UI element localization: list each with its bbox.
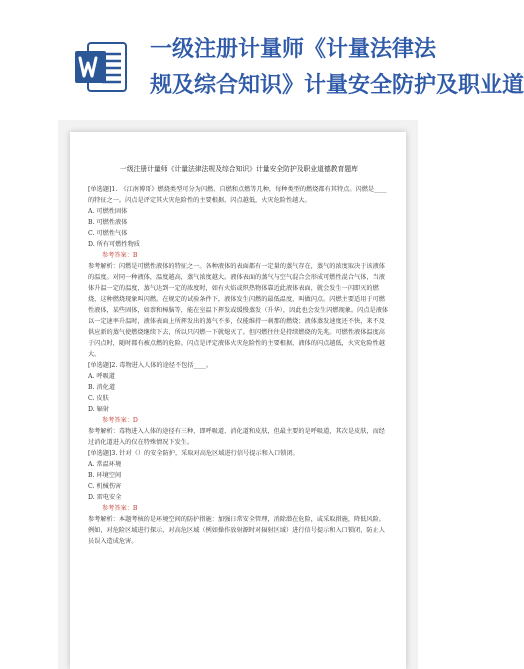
q3-option-d: D. 雷电安全 — [88, 494, 122, 501]
q3-analysis: 参考解析：本题考核的是环境空间的防护措施：加强日常安全管理，消除潜在危险，或采取措施，降低风险。例如，对危险区域进行探示，对高危区域（例如操作放射源时对辐射区域）进行信号提示和入口锁闭，防止人员误入造成危害。 — [88, 516, 385, 545]
document-body — [88, 164, 390, 547]
q2-option-a: A. 呼吸道 — [88, 373, 115, 380]
q1-option-d: D. 所有可燃性物质 — [88, 241, 140, 248]
q1-answer: 参考答案：B — [102, 252, 138, 259]
q1-stem: [单选题]1. 《江南博哥》燃烧类型可分为闪燃、自燃和点燃等几种，每种类型的燃烧都有其特点。闪燃是____的特征之一。闪点是评定其火灾危险性的主要根据，闪点越低，火灾危险性越大。 — [88, 186, 387, 204]
q3-option-c: C. 机械伤害 — [88, 483, 122, 490]
q3-answer: 参考答案：B — [102, 505, 138, 512]
document-title: 一级注册计量师《计量法律法规及综合知识》计量安全防护及职业道德教育题库 — [120, 165, 358, 173]
q2-option-d: D. 辐射 — [88, 406, 110, 413]
q1-analysis: 参考解析：闪燃是可燃性液体的特征之一。各种液体的表面都有一定量的蒸气存在，蒸气的浓度取决于该液体的温度。对同一种液体，温度越高，蒸气浓度越大。液体表面的蒸气与空气混合会形成可燃性混合气体，当液体升温一定的温度，蒸气达到一定的浓度时，如有火焰或炽热物体靠近此液体表面，就会发生一闪即灭的燃烧，这种燃烧现象叫闪燃。在规定的试验条件下，液体发生闪燃的最低温度，叫做闪点。闪燃主要适用于可燃性液体，某些固体，如萘和樟脑等，能在室温下挥发或缓慢蒸发（升华），因此也会发生闪燃现象。闪点是液体以一定速率升温时，液体表面上所挥发出的蒸气不多，仅能维持一刹那的燃烧；液体蒸发速度还不快，来不及供应新的蒸气使燃烧继续下去，所以只闪燃一下就熄灭了。但闪燃往往是持续燃烧的先兆。可燃性液体温度高于闪点时，随时都有被点燃的危险。闪点是评定液体火灾危险性的主要根据，液体的闪点越低，火灾危险性越大。 — [88, 263, 389, 358]
q2-stem: [单选题]2. 毒物进入人体的途径不包括____。 — [88, 362, 213, 369]
q2-option-c: C. 皮肤 — [88, 395, 109, 402]
q2-option-b: B. 消化道 — [88, 384, 116, 391]
header — [0, 0, 524, 118]
title-line-2: 规及综合知识》计量安全防护及职业道 — [150, 73, 524, 98]
document-page — [70, 132, 406, 669]
q1-option-b: B. 可燃性液体 — [88, 219, 128, 226]
q2-answer: 参考答案：D — [102, 417, 138, 424]
q1-option-c: C. 可燃性气体 — [88, 230, 128, 237]
q2-analysis: 参考解析：毒物进入人体的途径有三种，即呼吸道、消化道和皮肤，但最主要的是呼吸道，其次是皮肤，而经过消化道进入的仅在特殊情况下发生。 — [88, 428, 385, 446]
page-title — [150, 32, 524, 104]
title-line-1: 一级注册计量师《计量法律法 — [150, 37, 437, 62]
q1-option-a: A. 可燃性固体 — [88, 208, 128, 215]
q3-stem: [单选题]3. 针对（）的安全防护，采取对高危区域进行信号提示和入口锁闭。 — [88, 450, 299, 457]
word-document-icon — [74, 40, 128, 94]
q3-option-b: B. 环境空间 — [88, 472, 122, 479]
q3-option-a: A. 常温环境 — [88, 461, 122, 468]
